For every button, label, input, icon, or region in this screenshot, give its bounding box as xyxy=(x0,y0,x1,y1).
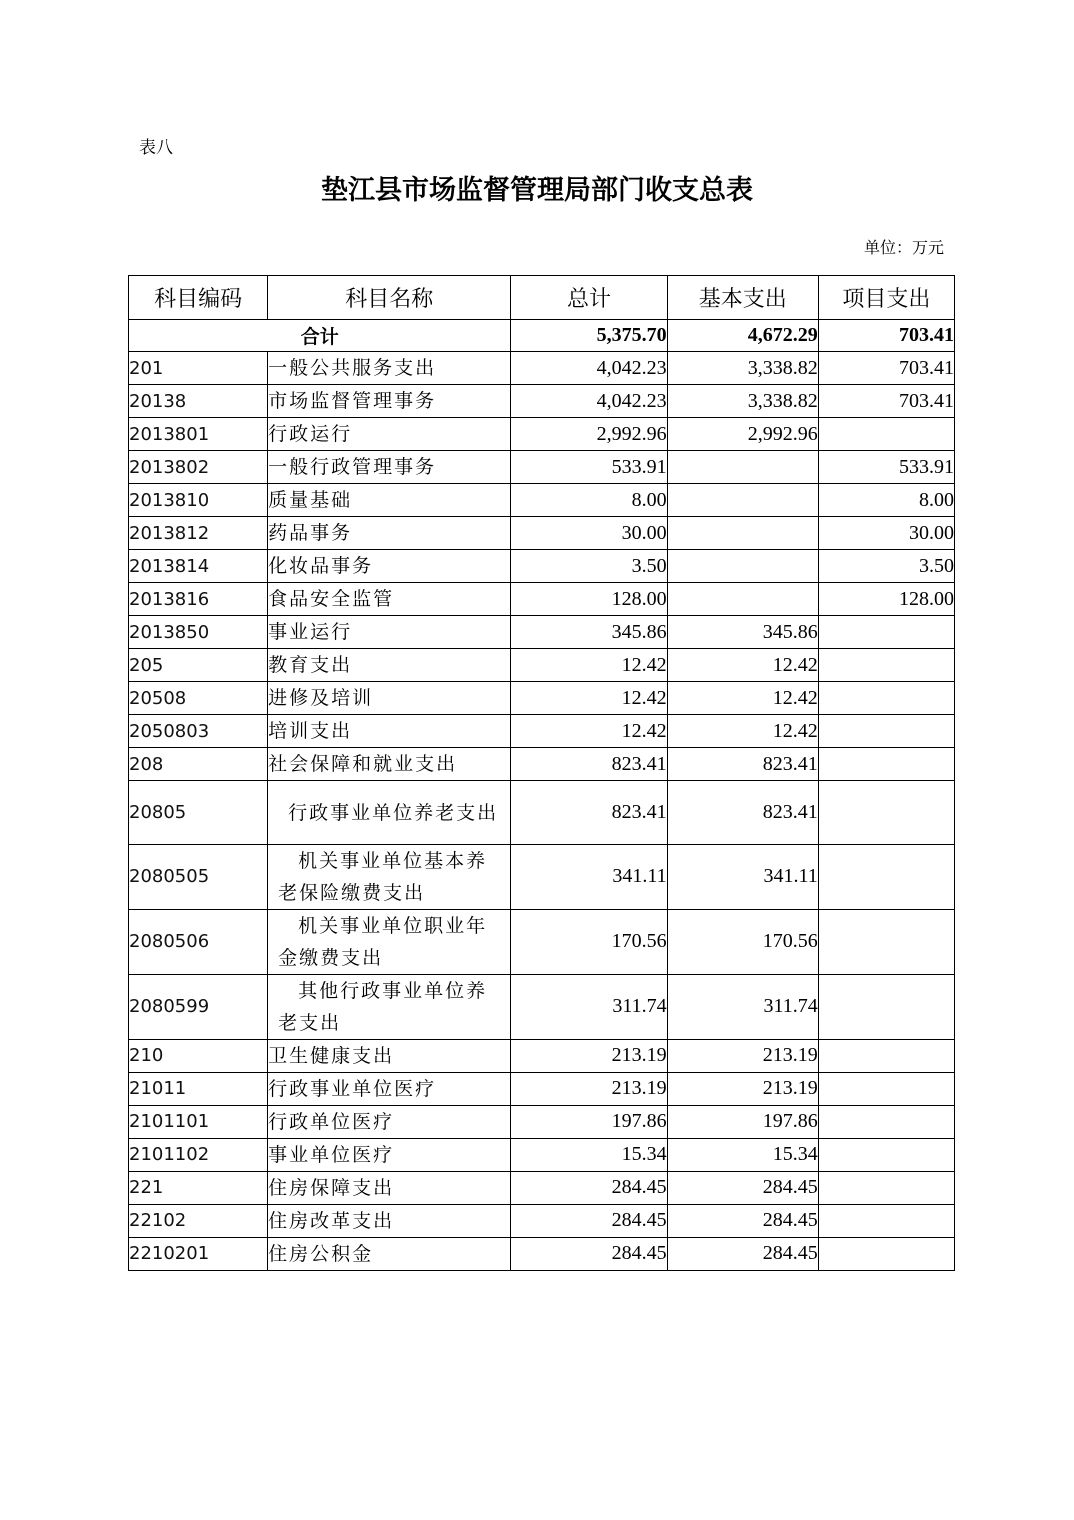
table-row xyxy=(129,1105,955,1138)
table-row xyxy=(129,451,955,484)
row-project: 128.00 xyxy=(818,583,954,616)
row-project xyxy=(818,1237,954,1270)
table-row xyxy=(129,418,955,451)
row-total: 12.42 xyxy=(511,649,667,682)
row-name: 事业运行 xyxy=(268,616,511,649)
row-basic: 12.42 xyxy=(667,682,818,715)
row-name: 住房保障支出 xyxy=(268,1171,511,1204)
total-project: 703.41 xyxy=(818,320,954,352)
row-total: 341.11 xyxy=(511,844,667,909)
header-project: 项目支出 xyxy=(818,276,954,320)
table-row xyxy=(129,649,955,682)
row-code: 2210201 xyxy=(129,1237,268,1270)
row-basic xyxy=(667,484,818,517)
row-code: 2080506 xyxy=(129,909,268,974)
row-name: 化妆品事务 xyxy=(268,550,511,583)
row-project xyxy=(818,1072,954,1105)
row-basic xyxy=(667,517,818,550)
row-code: 2013814 xyxy=(129,550,268,583)
row-total: 12.42 xyxy=(511,682,667,715)
row-total: 12.42 xyxy=(511,715,667,748)
row-project xyxy=(818,974,954,1039)
table-label: 表八 xyxy=(139,138,173,158)
row-code: 2080599 xyxy=(129,974,268,1039)
row-basic: 3,338.82 xyxy=(667,352,818,385)
table-row xyxy=(129,682,955,715)
row-project xyxy=(818,844,954,909)
table-row xyxy=(129,974,955,1039)
row-name: 行政单位医疗 xyxy=(268,1105,511,1138)
row-code: 2101102 xyxy=(129,1138,268,1171)
table-row xyxy=(129,616,955,649)
row-code: 2013816 xyxy=(129,583,268,616)
row-project: 703.41 xyxy=(818,385,954,418)
row-basic: 170.56 xyxy=(667,909,818,974)
row-project: 533.91 xyxy=(818,451,954,484)
row-total: 823.41 xyxy=(511,781,667,845)
row-basic: 12.42 xyxy=(667,649,818,682)
row-name: 一般行政管理事务 xyxy=(268,451,511,484)
row-code: 2013850 xyxy=(129,616,268,649)
row-code: 201 xyxy=(129,352,268,385)
row-name: 事业单位医疗 xyxy=(268,1138,511,1171)
budget-table xyxy=(128,275,955,1271)
row-project xyxy=(818,1204,954,1237)
row-total: 284.45 xyxy=(511,1237,667,1270)
row-name: 住房公积金 xyxy=(268,1237,511,1270)
row-name: 卫生健康支出 xyxy=(268,1039,511,1072)
row-code: 2080505 xyxy=(129,844,268,909)
row-total: 4,042.23 xyxy=(511,385,667,418)
row-name: 市场监督管理事务 xyxy=(268,385,511,418)
row-total: 284.45 xyxy=(511,1204,667,1237)
unit-label: 单位：万元 xyxy=(863,238,944,257)
row-project xyxy=(818,1105,954,1138)
row-total: 3.50 xyxy=(511,550,667,583)
row-name: 社会保障和就业支出 xyxy=(268,748,511,781)
table-row xyxy=(129,352,955,385)
table-row xyxy=(129,748,955,781)
row-project xyxy=(818,909,954,974)
header-total: 总计 xyxy=(511,276,667,320)
table-row xyxy=(129,781,955,845)
row-name: 教育支出 xyxy=(268,649,511,682)
row-code: 2013812 xyxy=(129,517,268,550)
table-header-row xyxy=(129,276,955,320)
table-row xyxy=(129,484,955,517)
row-total: 311.74 xyxy=(511,974,667,1039)
table-row xyxy=(129,844,955,909)
row-code: 221 xyxy=(129,1171,268,1204)
row-name: 质量基础 xyxy=(268,484,511,517)
row-name: 机关事业单位职业年金缴费支出 xyxy=(268,909,511,974)
table-row xyxy=(129,583,955,616)
table-row xyxy=(129,1204,955,1237)
row-project: 8.00 xyxy=(818,484,954,517)
row-total: 15.34 xyxy=(511,1138,667,1171)
row-basic xyxy=(667,550,818,583)
row-code: 20508 xyxy=(129,682,268,715)
row-project xyxy=(818,649,954,682)
row-total: 4,042.23 xyxy=(511,352,667,385)
row-basic: 3,338.82 xyxy=(667,385,818,418)
row-name: 食品安全监管 xyxy=(268,583,511,616)
row-total: 213.19 xyxy=(511,1072,667,1105)
row-basic: 823.41 xyxy=(667,781,818,845)
row-basic: 284.45 xyxy=(667,1204,818,1237)
row-basic: 823.41 xyxy=(667,748,818,781)
row-total: 533.91 xyxy=(511,451,667,484)
page-title: 垫江县市场监督管理局部门收支总表 xyxy=(321,175,753,206)
row-basic: 213.19 xyxy=(667,1072,818,1105)
row-basic: 341.11 xyxy=(667,844,818,909)
row-code: 2013810 xyxy=(129,484,268,517)
row-total: 345.86 xyxy=(511,616,667,649)
row-name: 进修及培训 xyxy=(268,682,511,715)
header-code: 科目编码 xyxy=(129,276,268,320)
row-project xyxy=(818,418,954,451)
total-total: 5,375.70 xyxy=(511,320,667,352)
row-project xyxy=(818,1171,954,1204)
row-project: 3.50 xyxy=(818,550,954,583)
row-basic: 2,992.96 xyxy=(667,418,818,451)
row-total: 2,992.96 xyxy=(511,418,667,451)
table-row xyxy=(129,1171,955,1204)
row-project xyxy=(818,616,954,649)
row-name: 一般公共服务支出 xyxy=(268,352,511,385)
total-row xyxy=(129,320,955,352)
row-total: 170.56 xyxy=(511,909,667,974)
row-name: 行政运行 xyxy=(268,418,511,451)
row-code: 20805 xyxy=(129,781,268,845)
row-code: 2050803 xyxy=(129,715,268,748)
row-basic: 12.42 xyxy=(667,715,818,748)
table-row xyxy=(129,715,955,748)
table-row xyxy=(129,909,955,974)
row-project xyxy=(818,715,954,748)
table-row xyxy=(129,550,955,583)
row-name: 机关事业单位基本养老保险缴费支出 xyxy=(268,844,511,909)
row-total: 823.41 xyxy=(511,748,667,781)
row-project: 703.41 xyxy=(818,352,954,385)
row-code: 208 xyxy=(129,748,268,781)
total-basic: 4,672.29 xyxy=(667,320,818,352)
row-name: 其他行政事业单位养老支出 xyxy=(268,974,511,1039)
row-basic: 284.45 xyxy=(667,1237,818,1270)
row-basic: 213.19 xyxy=(667,1039,818,1072)
row-project xyxy=(818,781,954,845)
row-basic: 197.86 xyxy=(667,1105,818,1138)
row-project xyxy=(818,682,954,715)
row-basic xyxy=(667,583,818,616)
row-total: 128.00 xyxy=(511,583,667,616)
row-basic: 311.74 xyxy=(667,974,818,1039)
row-code: 2101101 xyxy=(129,1105,268,1138)
row-code: 22102 xyxy=(129,1204,268,1237)
row-project xyxy=(818,1039,954,1072)
row-project xyxy=(818,1138,954,1171)
row-code: 205 xyxy=(129,649,268,682)
row-name: 培训支出 xyxy=(268,715,511,748)
row-code: 2013802 xyxy=(129,451,268,484)
row-basic xyxy=(667,451,818,484)
row-basic: 15.34 xyxy=(667,1138,818,1171)
table-row xyxy=(129,385,955,418)
row-project: 30.00 xyxy=(818,517,954,550)
row-total: 197.86 xyxy=(511,1105,667,1138)
table-row xyxy=(129,517,955,550)
total-label: 合计 xyxy=(129,320,511,352)
table-row xyxy=(129,1072,955,1105)
row-total: 8.00 xyxy=(511,484,667,517)
header-basic: 基本支出 xyxy=(667,276,818,320)
row-code: 20138 xyxy=(129,385,268,418)
row-code: 21011 xyxy=(129,1072,268,1105)
header-name: 科目名称 xyxy=(268,276,511,320)
row-name: 药品事务 xyxy=(268,517,511,550)
row-total: 284.45 xyxy=(511,1171,667,1204)
table-row xyxy=(129,1138,955,1171)
row-total: 30.00 xyxy=(511,517,667,550)
row-basic: 284.45 xyxy=(667,1171,818,1204)
row-project xyxy=(818,748,954,781)
row-name: 住房改革支出 xyxy=(268,1204,511,1237)
row-total: 213.19 xyxy=(511,1039,667,1072)
table-row xyxy=(129,1237,955,1270)
row-basic: 345.86 xyxy=(667,616,818,649)
row-code: 2013801 xyxy=(129,418,268,451)
row-code: 210 xyxy=(129,1039,268,1072)
row-name: 行政事业单位养老支出 xyxy=(268,781,511,845)
table-row xyxy=(129,1039,955,1072)
row-name: 行政事业单位医疗 xyxy=(268,1072,511,1105)
